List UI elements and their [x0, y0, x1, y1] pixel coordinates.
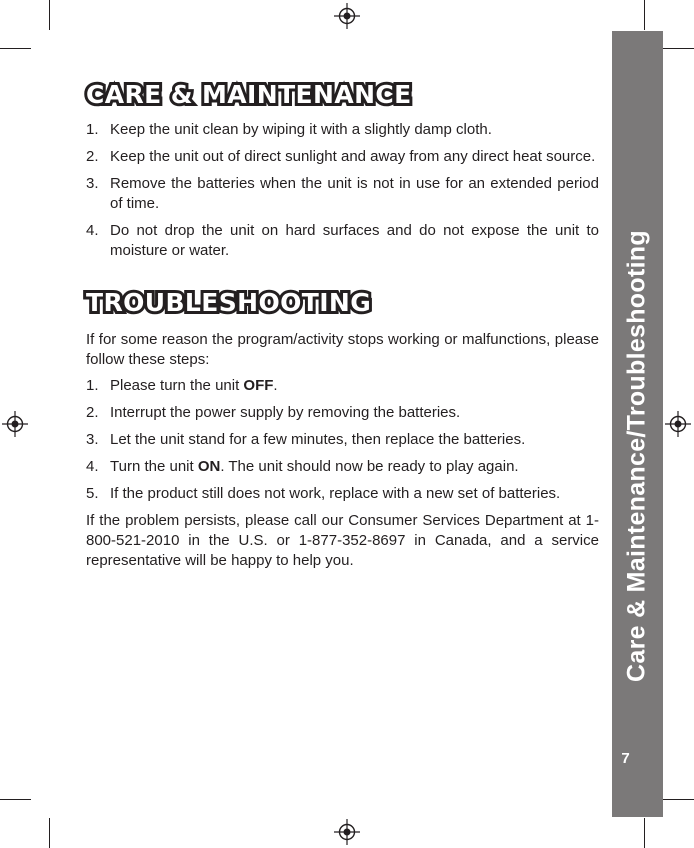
list-item [86, 376, 599, 396]
list-text: . The unit should now be ready to play again. [220, 458, 519, 475]
crop-mark [0, 48, 31, 49]
list-text: Let the unit stand for a few minutes, then replace the batteries. [110, 431, 526, 448]
troubleshooting-heading: TROUBLESHOOTING [86, 288, 372, 317]
registration-mark-icon [334, 819, 360, 845]
list-text: Please turn the unit [110, 377, 244, 394]
crop-mark [663, 48, 694, 49]
registration-mark-icon [665, 411, 691, 437]
list-text: If the product still does not work, replace with a new set of batteries. [110, 485, 561, 502]
list-number: 2. [86, 404, 99, 421]
list-text: Remove the batteries when the unit is not in use for an extended period of time. [110, 175, 599, 212]
list-number: 1. [86, 377, 99, 394]
crop-mark [644, 818, 645, 848]
page-number: 7 [621, 750, 630, 767]
list-number: 5. [86, 485, 99, 502]
list-text: Keep the unit clean by wiping it with a slightly damp cloth. [110, 121, 492, 138]
list-text: Turn the unit [110, 458, 198, 475]
list-item [86, 430, 599, 450]
crop-mark [0, 799, 31, 800]
list-text: Do not drop the unit on hard surfaces and do not expose the unit to moisture or water. [110, 222, 599, 259]
side-tab [612, 31, 663, 817]
main-content [86, 80, 599, 571]
support-contact-paragraph: If the problem persists, please call our Consumer Services Department at 1-800-521-2010 in the U.S. or 1-877-352-8697 in Canada, and a service representative will be happy to help you. [86, 512, 599, 569]
list-number: 3. [86, 175, 99, 192]
list-item [86, 484, 599, 504]
registration-mark-icon [334, 3, 360, 29]
list-item [86, 120, 599, 140]
list-number: 4. [86, 458, 99, 475]
crop-mark [49, 818, 50, 848]
crop-mark [644, 0, 645, 30]
troubleshooting-intro: If for some reason the program/activity stops working or malfunctions, please follow these steps: [86, 331, 599, 368]
list-text: . [273, 377, 278, 394]
list-text-bold: OFF [243, 377, 274, 394]
side-tab-title: Care & Maintenance/Troubleshooting [622, 230, 651, 682]
care-list [86, 120, 599, 261]
list-item [86, 457, 599, 477]
registration-mark-icon [2, 411, 28, 437]
crop-mark [49, 0, 50, 30]
troubleshooting-steps [86, 376, 599, 504]
list-item [86, 221, 599, 261]
list-number: 1. [86, 121, 99, 138]
list-text-bold: ON [197, 458, 221, 475]
list-number: 4. [86, 222, 99, 239]
crop-mark [663, 799, 694, 800]
list-text: Keep the unit out of direct sunlight and away from any direct heat source. [110, 148, 596, 165]
list-text: Interrupt the power supply by removing the batteries. [110, 404, 461, 421]
list-item [86, 147, 599, 167]
list-item [86, 403, 599, 423]
list-number: 2. [86, 148, 99, 165]
care-maintenance-heading: CARE & MAINTENANCE [86, 80, 412, 109]
list-number: 3. [86, 431, 99, 448]
list-item [86, 174, 599, 214]
